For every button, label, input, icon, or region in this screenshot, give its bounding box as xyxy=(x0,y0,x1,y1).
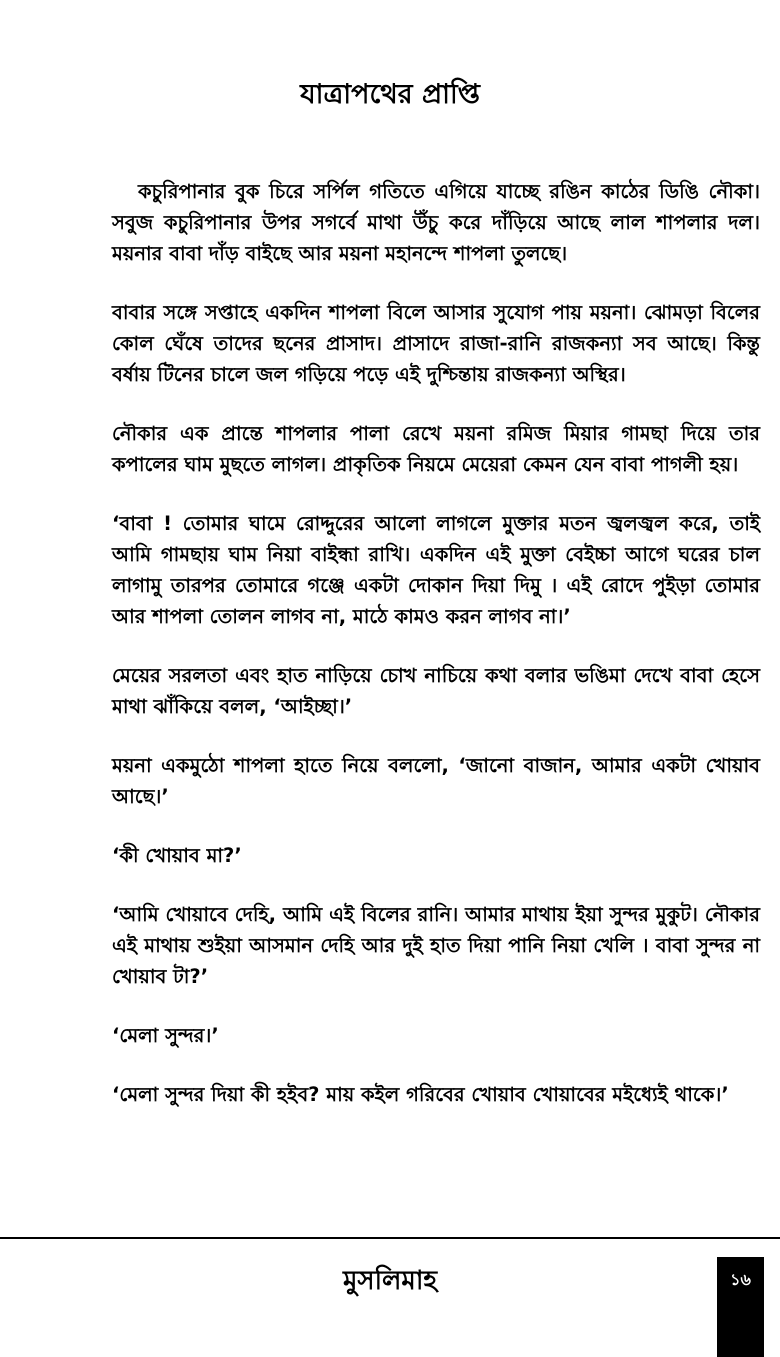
story-body xyxy=(112,176,760,1138)
paragraph: ‘আমি খোয়াবে দেহি, আমি এই বিলের রানি। আমার মাথায় ইয়া সুন্দর মুকুট। নৌকার এই মাথায় শুইয়া আসমান দেহি আর দুই হাত দিয়া পানি নিয়া খেলি । বাবা সুন্দর না খোয়াব টা?’ xyxy=(112,903,760,988)
paragraph: ময়না একমুঠো শাপলা হাতে নিয়ে বললো, ‘জানো বাজান, আমার একটা খোয়াব আছে।’ xyxy=(112,754,760,808)
paragraph: ‘মেলা সুন্দর দিয়া কী হইব? মায় কইল গরিবের খোয়াব খোয়াবের মইধ্যেই থাকে।’ xyxy=(112,1083,729,1106)
paragraph: ‘বাবা ! তোমার ঘামে রোদ্দুরের আলো লাগলে মুক্তার মতন জ্বলজ্বল করে, তাই আমি গামছায় ঘাম নিয়া বাইন্ধা রাখি। একদিন এই মুক্তা বেইচ্চা আগে ঘরের চাল লাগামু তারপর তোমারে গঞ্জে একটা দোকান দিয়া দিমু । এই রোদে পুইড়া তোমার আর শাপলা তোলন লাগব না, মাঠে কামও করন লাগব না।’ xyxy=(112,512,760,628)
paragraph: ‘মেলা সুন্দর।’ xyxy=(112,1024,219,1047)
paragraph: মেয়ের সরলতা এবং হাত নাড়িয়ে চোখ নাচিয়ে কথা বলার ভঙিমা দেখে বাবা হেসে মাথা ঝাঁকিয়ে বলল, ‘আইচ্ছা।’ xyxy=(112,664,760,718)
footer-divider xyxy=(0,1237,780,1239)
paragraph: ‘কী খোয়াব মা?’ xyxy=(112,844,242,867)
paragraph: নৌকার এক প্রান্তে শাপলার পালা রেখে ময়না রমিজ মিয়ার গামছা দিয়ে তার কপালের ঘাম মুছতে লাগল। প্রাকৃতিক নিয়মে মেয়েরা কেমন যেন বাবা পাগলী হয়। xyxy=(112,422,760,476)
paragraph: বাবার সঙ্গে সপ্তাহে একদিন শাপলা বিলে আসার সুযোগ পায় ময়না। ঝোমড়া বিলের কোল ঘেঁষে তাদের ছনের প্রাসাদ। প্রাসাদে রাজা-রানি রাজকন্যা সব আছে। কিন্তু বর্ষায় টিনের চালে জল গড়িয়ে পড়ে এই দুশ্চিন্তায় রাজকন্যা অস্থির। xyxy=(112,301,760,386)
page-title: যাত্রাপথের প্রাপ্তি xyxy=(300,79,480,110)
footer-title: মুসলিমাহ xyxy=(342,1266,438,1296)
paragraph: কচুরিপানার বুক চিরে সর্পিল গতিতে এগিয়ে যাচ্ছে রঙিন কাঠের ডিঙি নৌকা।সবুজ কচুরিপানার উপর সগর্বে মাথা উঁচু করে দাঁড়িয়ে আছে লাল শাপলার দল। ময়নার বাবা দাঁড় বাইছে আর ময়না মহানন্দে শাপলা তুলছে। xyxy=(112,180,760,265)
page-number-box xyxy=(717,1257,764,1357)
page-number: ১৬ xyxy=(730,1270,751,1289)
